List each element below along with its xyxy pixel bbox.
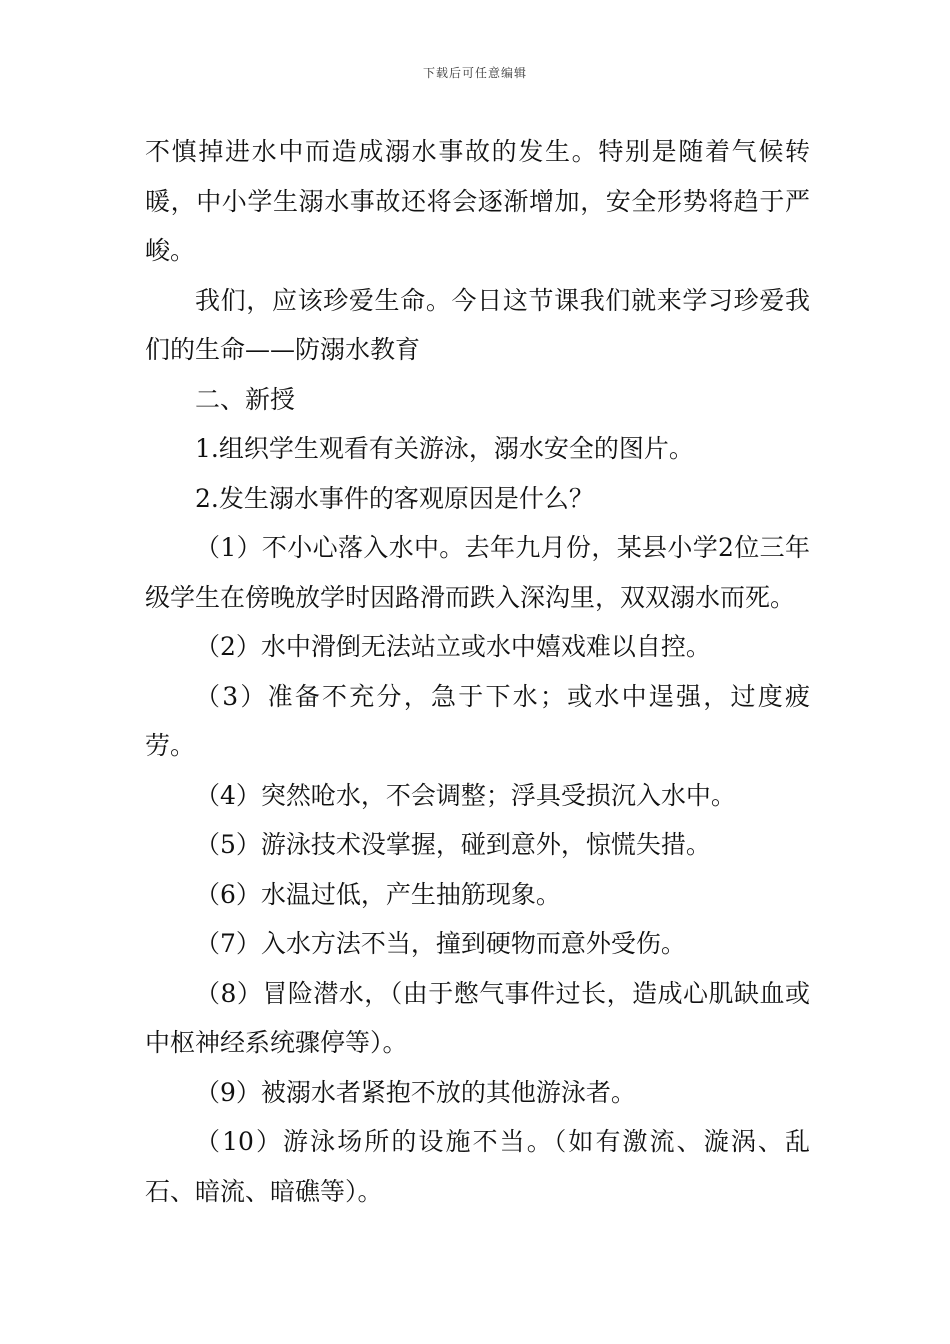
list-item: 2.发生溺水事件的客观原因是什么？ <box>195 483 594 513</box>
cause-item: （4）突然呛水，不会调整；浮具受损沉入水中。 <box>195 780 736 810</box>
page-header: 下载后可任意编辑 <box>422 66 527 80</box>
paragraph-intro: 我们，应该珍爱生命。今日这节课我们就来学习珍爱我们的生命——防溺水教育 <box>145 285 810 364</box>
cause-item: （9）被溺水者紧抱不放的其他游泳者。 <box>195 1077 636 1107</box>
cause-item: （2）水中滑倒无法站立或水中嬉戏难以自控。 <box>195 632 711 661</box>
list-item: 1.组织学生观看有关游泳，溺水安全的图片。 <box>195 434 694 463</box>
paragraph-continuation: 不慎掉进水中而造成溺水事故的发生。特别是随着气候转暖，中小学生溺水事故还将会逐渐增加，安全形势将趋于严峻。 <box>145 137 810 265</box>
cause-item: （1）不小心落入水中。去年九月份，某县小学2位三年级学生在傍晚放学时因路滑而跌入深沟里，双双溺水而死。 <box>145 533 810 612</box>
document-body <box>145 127 810 1216</box>
cause-item: （10）游泳场所的设施不当。（如有激流、漩涡、乱石、暗流、暗礁等）。 <box>145 1127 810 1206</box>
cause-item: （5）游泳技术没掌握，碰到意外，惊慌失措。 <box>195 830 711 859</box>
cause-item: （3）准备不充分，急于下水；或水中逞强，过度疲劳。 <box>145 681 810 760</box>
cause-item: （7）入水方法不当，撞到硬物而意外受伤。 <box>195 929 686 958</box>
cause-item: （6）水温过低，产生抽筋现象。 <box>195 879 561 909</box>
section-heading: 二、新授 <box>195 384 296 414</box>
cause-item: （8）冒险潜水，（由于憋气事件过长，造成心肌缺血或中枢神经系统骤停等）。 <box>145 978 810 1057</box>
